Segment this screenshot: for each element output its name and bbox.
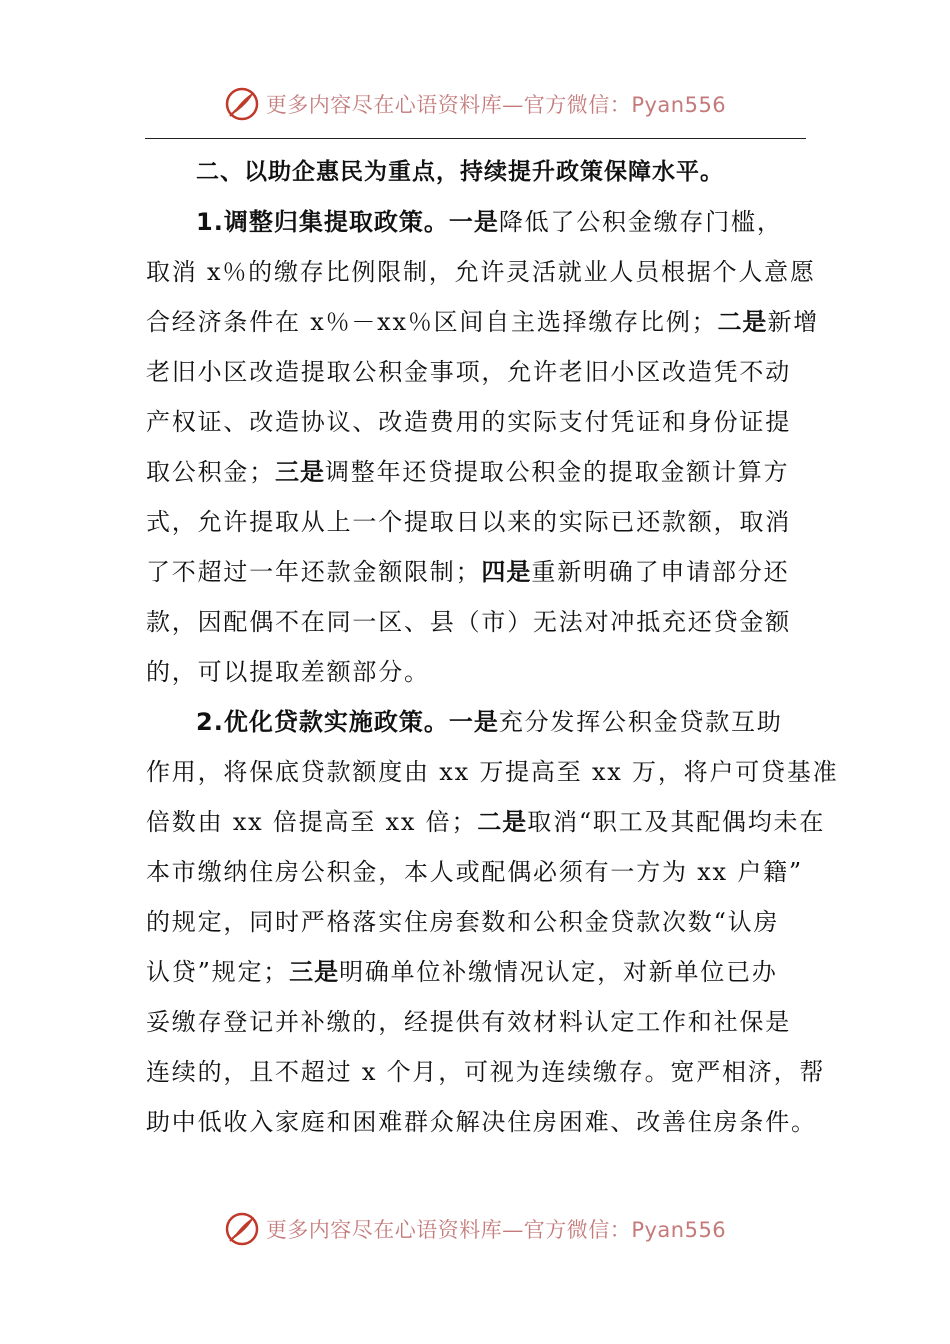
paragraph-line: 产权证、改造协议、改造费用的实际支付凭证和身份证提 (146, 408, 791, 436)
banner-text: 更多内容尽在心语资料库—官方微信：Pyan556 (265, 1218, 727, 1242)
paragraph-line: 取消 x％的缴存比例限制，允许灵活就业人员根据个人意愿 (146, 258, 816, 286)
header-divider (145, 138, 806, 139)
quill-pen-icon (224, 1211, 260, 1247)
wechat-id: Pyan556 (631, 1218, 727, 1242)
paragraph-line: 2.优化贷款实施政策。一是充分发挥公积金贷款互助 (196, 708, 783, 736)
paragraph-line: 倍数由 xx 倍提高至 xx 倍；二是取消“职工及其配偶均未在 (146, 808, 826, 836)
header-banner (0, 82, 950, 126)
banner-text: 更多内容尽在心语资料库—官方微信：Pyan556 (265, 93, 727, 117)
paragraph-line: 的，可以提取差额部分。 (146, 658, 430, 686)
paragraph-line: 作用，将保底贷款额度由 xx 万提高至 xx 万，将户可贷基准 (146, 758, 839, 786)
paragraph-line: 1.调整归集提取政策。一是降低了公积金缴存门槛， (196, 208, 783, 236)
paragraph-line: 妥缴存登记并补缴的，经提供有效材料认定工作和社保是 (146, 1008, 791, 1036)
footer-banner (0, 1207, 950, 1251)
paragraph-line: 本市缴纳住房公积金，本人或配偶必须有一方为 xx 户籍” (146, 858, 803, 886)
paragraph-line: 合经济条件在 x％－xx％区间自主选择缴存比例；二是新增 (146, 308, 820, 336)
section-heading: 二、以助企惠民为重点，持续提升政策保障水平。 (196, 159, 724, 185)
paragraph-line: 式，允许提取从上一个提取日以来的实际已还款额，取消 (146, 508, 791, 536)
wechat-id: Pyan556 (631, 93, 727, 117)
paragraph-line: 的规定，同时严格落实住房套数和公积金贷款次数“认房 (146, 908, 780, 936)
paragraph-line: 助中低收入家庭和困难群众解决住房困难、改善住房条件。 (146, 1108, 817, 1136)
paragraph-line: 款，因配偶不在同一区、县（市）无法对冲抵充还贷金额 (146, 608, 791, 636)
paragraph-line: 了不超过一年还款金额限制；四是重新明确了申请部分还 (146, 558, 790, 586)
paragraph-line: 认贷”规定；三是明确单位补缴情况认定，对新单位已办 (146, 958, 778, 986)
paragraph-line: 取公积金；三是调整年还贷提取公积金的提取金额计算方 (146, 458, 790, 486)
quill-pen-icon (224, 86, 260, 122)
paragraph-line: 连续的，且不超过 x 个月，可视为连续缴存。宽严相济，帮 (146, 1058, 826, 1086)
paragraph-line: 老旧小区改造提取公积金事项，允许老旧小区改造凭不动 (146, 358, 791, 386)
